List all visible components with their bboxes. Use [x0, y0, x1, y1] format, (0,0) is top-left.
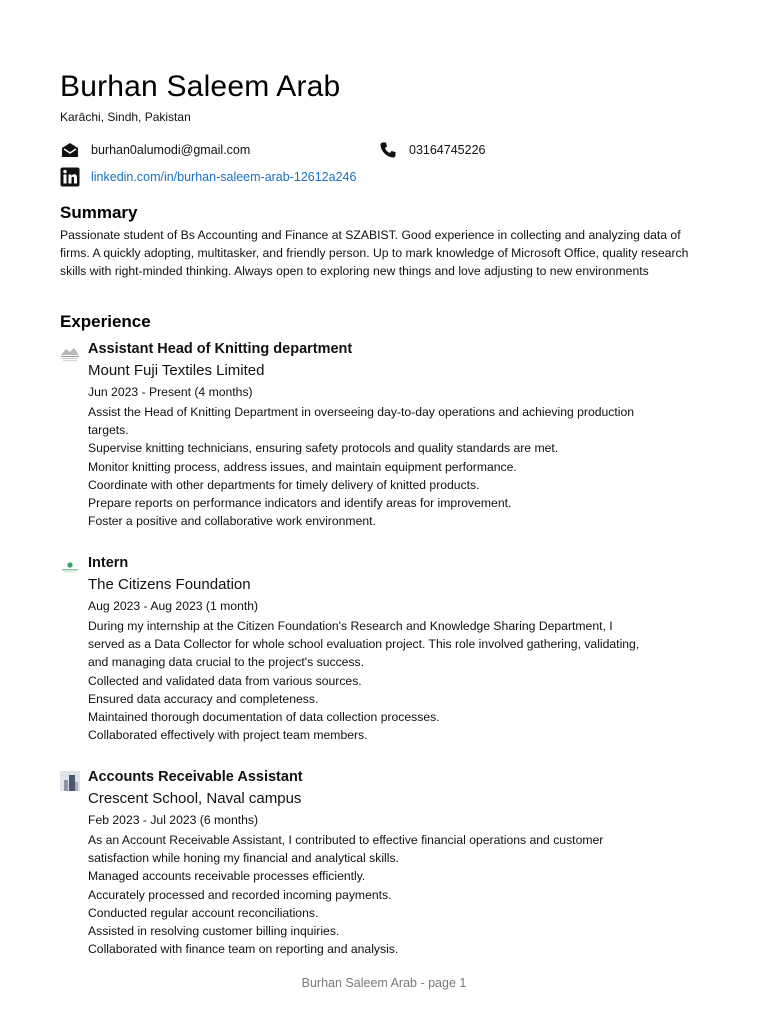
email-row: [60, 140, 250, 160]
description-line: targets.: [88, 423, 129, 438]
linkedin-link[interactable]: linkedin.com/in/burhan-saleem-arab-12612a246: [91, 170, 357, 184]
location-text: Karāchi, Sindh, Pakistan: [60, 110, 191, 124]
summary-heading: Summary: [60, 203, 138, 222]
summary-text: Passionate student of Bs Accounting and Finance at SZABIST. Good experience in collecting and analyzing data of firms. A quickly adopting, multitasker, and friendly person. Up to mark knowledge of Microsoft Office, quality research skills with right-minded thinking. Always open to exploring new things and love adjusting to new environments: [60, 228, 689, 278]
company-name: The Citizens Foundation: [88, 576, 251, 593]
job-dates: Feb 2023 - Jul 2023 (6 months): [88, 813, 259, 827]
experience-heading: Experience: [60, 312, 151, 331]
description-line: Conducted regular account reconciliations.: [88, 905, 319, 920]
description-line: satisfaction while honing my financial and analytical skills.: [88, 851, 399, 866]
description-line: Ensured data accuracy and completeness.: [88, 691, 319, 706]
job-description: [88, 831, 688, 958]
job-title: Assistant Head of Knitting department: [88, 341, 353, 357]
email-text: burhan0alumodi@gmail.com: [91, 143, 251, 157]
job-dates: Jun 2023 - Present (4 months): [88, 385, 253, 399]
envelope-icon: [60, 140, 80, 160]
description-line: served as a Data Collector for whole school evaluation project. This role involved gathering, validating,: [88, 637, 640, 652]
company-name: Mount Fuji Textiles Limited: [88, 362, 265, 379]
description-line: Maintained thorough documentation of data collection processes.: [88, 710, 440, 725]
linkedin-icon: [60, 167, 80, 187]
citizens-foundation-logo-icon: [60, 557, 80, 577]
job-title: Intern: [88, 555, 129, 571]
job-dates: Aug 2023 - Aug 2023 (1 month): [88, 599, 259, 613]
job-title: Accounts Receivable Assistant: [88, 769, 303, 785]
description-line: Prepare reports on performance indicators and identify areas for improvement.: [88, 496, 512, 511]
description-line: Managed accounts receivable processes efficiently.: [88, 869, 366, 884]
job-description: [88, 403, 688, 530]
description-line: As an Account Receivable Assistant, I contributed to effective financial operations and customer: [88, 833, 604, 847]
description-line: Monitor knitting process, address issues, and maintain equipment performance.: [88, 459, 517, 474]
description-line: Assisted in resolving customer billing inquiries.: [88, 924, 340, 939]
description-line: Collaborated with finance team on reporting and analysis.: [88, 942, 399, 957]
description-line: Assist the Head of Knitting Department in overseeing day-to-day operations and achieving production: [88, 405, 635, 419]
phone-text: 03164745226: [409, 143, 486, 157]
description-line: Collected and validated data from various sources.: [88, 673, 362, 688]
job-description: [88, 617, 688, 744]
candidate-name: Burhan Saleem Arab: [60, 70, 341, 103]
description-line: Supervise knitting technicians, ensuring safety protocols and quality standards are met.: [88, 441, 559, 456]
description-line: Foster a positive and collaborative work environment.: [88, 514, 376, 529]
description-line: During my internship at the Citizen Foundation's Research and Knowledge Sharing Department, I: [88, 619, 613, 633]
phone-icon: [378, 140, 398, 160]
page-footer: Burhan Saleem Arab - page 1: [301, 976, 467, 990]
description-line: Coordinate with other departments for timely delivery of knitted products.: [88, 477, 480, 492]
phone-row: [378, 140, 485, 160]
description-line: and managing data crucial to the project's success.: [88, 655, 365, 670]
description-line: Accurately processed and recorded incoming payments.: [88, 887, 392, 902]
linkedin-row: [60, 167, 356, 187]
mount-fuji-logo-icon: [60, 343, 80, 363]
description-line: Collaborated effectively with project team members.: [88, 728, 368, 743]
company-name: Crescent School, Naval campus: [88, 790, 302, 807]
crescent-school-logo-icon: [60, 771, 80, 791]
